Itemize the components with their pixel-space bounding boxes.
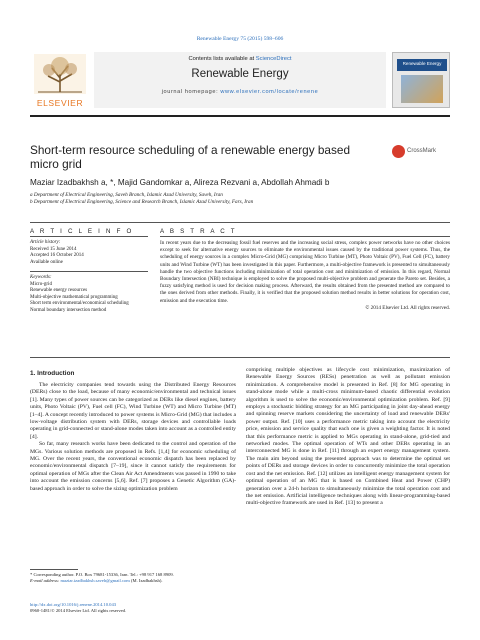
crossmark-label: CrossMark	[407, 148, 437, 154]
keyword-item: Multi-objective mathematical programming	[30, 294, 118, 300]
contents-line	[94, 56, 386, 62]
article-history	[30, 240, 148, 266]
received-date: Received 15 June 2014	[30, 246, 77, 252]
author-list: Maziar Izadbakhsh a, *, Majid Gandomkar a, Alireza Rezvani a, Abdollah Ahmadi b	[30, 178, 330, 187]
footnote	[30, 572, 236, 584]
body-paragraph: So far, many research works have been dedicated to the control and operation of the MGs. Various solution methods are proposed in Refs. [1,4] for economic scheduling of MG. Over the recent years, the conventional economic dispatch has been replaced by economic/environmental dispatch [7–19], since it cannot satisfy the requirements for optimal operation of MGs after the Clean Air Act Amendments was passed in 1990 to take into account the emission concerns [5,6]. Ref. [7] proposes a Genetic Algorithm (GA)-based approach in order to solve the sizing optimization problem	[30, 441, 236, 492]
contents-prefix: Contents lists available at	[188, 56, 256, 62]
accepted-date: Accepted 16 October 2014	[30, 253, 84, 259]
elsevier-wordmark: ELSEVIER	[36, 98, 84, 108]
body-column-left	[30, 382, 236, 493]
email-line	[30, 578, 236, 584]
affiliations	[30, 192, 450, 206]
online-date: Available online	[30, 259, 63, 265]
keyword-item: Normal boundary intersection method	[30, 307, 107, 313]
abstract-body	[160, 240, 450, 312]
journal-title: Renewable Energy	[191, 68, 289, 80]
body-paragraph: The electricity companies tend towards using the Distributed Energy Resources (DERs) close to the load, because of many economic/environmental and technical issues [1]. Many types of power sources can be categorized as DERs like diesel engines, battery units, Photo Voltaic (PV), Fuel cell (FC), Wind Turbine (WT) and Micro Turbine (MT) [1–4]. A concept recently introduced to power systems is Micro-Grid (MG) that includes a low-voltage distribution system with DERs, storage devices and controllable loads operating in grid-connected or stand-alone modes taken into account as a controlled entity [4].	[30, 382, 236, 440]
article-title: Short-term resource scheduling of a renewable energy based micro grid	[30, 143, 351, 171]
doi-link[interactable]: http://dx.doi.org/10.1016/j.renene.2014.10.043	[30, 602, 117, 607]
info-rule	[30, 236, 148, 237]
abstract-bottom-rule	[30, 357, 450, 358]
body-paragraph: comprising multiple objectives as lifecycle cost minimization, maximization of Renewable Energy Sources (RESs) penetration as well as pollutant emission minimization. A comprehensive model is presented in Ref. [8] for MG operating in stand-alone mode while a multi-cross minimum-based chaotic differential evolution algorithm is used to solve the economic/environmental optimization problem. Ref. [9] employs a stochastic bidding strategy for an MG participating in joint day-ahead energy and spinning reserve markets considering the uncertainty of load and renewable DERs' power output. Ref. [10] uses a performance metric taking into account the electricity price, emission and service quality that each one is given a weighting factor. It is noted that this performance metric is applied to MGs operating in stand-alone, grid-tied and networked modes. The optimal operation of WTs and other DERs operating in an interconnected MG is done in Ref. [11] through an expert energy management system. The main aim beyond using the presented approach was to determine the optimal set points of DERs and storage devices in order to concurrently minimize the total operation cost and the net emission. Ref. [12] utilizes an intelligent energy management system for optimal operation of an MG that is based on Combined Heat and Power (CHP) generation over a 24-h horizon to simultaneously minimize the total operation cost and the net emission. Artificial intelligence techniques along with linear-programming-based multi-objective framework are used in Ref. [13] to present a	[246, 367, 450, 507]
keywords-label: Keywords:	[30, 275, 52, 280]
section-heading-introduction: 1. Introduction	[30, 370, 75, 377]
keyword-item: Renewable energy resources	[30, 288, 88, 294]
journal-reference-link[interactable]: Renewable Energy 75 (2015) 598–606	[196, 36, 284, 42]
corresponding-author-note: * Corresponding author. P.O. Box 79681-15336, Iran. Tel.: +98 917 168 8909.	[30, 572, 174, 577]
email-suffix: (M. Izadbakhsh).	[129, 578, 163, 583]
journal-cover-thumbnail[interactable]	[392, 52, 450, 108]
homepage-link[interactable]: www.elsevier.com/locate/renene	[220, 89, 319, 95]
article-info-heading: A R T I C L E I N F O	[30, 228, 134, 235]
cover-image	[401, 75, 443, 103]
masthead-divider	[30, 115, 450, 117]
masthead	[30, 52, 450, 110]
email-link[interactable]: maziar.izadbakhsh.saveh@gmail.com	[60, 578, 130, 583]
sciencedirect-link[interactable]: ScienceDirect	[255, 56, 292, 62]
keywords-block	[30, 275, 148, 315]
affiliation-a: a Department of Electrical Engineering, Saveh Branch, Islamic Azad University, Saveh, Iran	[30, 192, 223, 198]
elsevier-tree-icon	[34, 54, 86, 94]
info-top-rule	[30, 222, 450, 223]
body-column-right	[246, 367, 450, 508]
abstract-rule	[160, 236, 450, 237]
bottom-metadata	[30, 602, 250, 614]
email-prefix: E-mail address:	[30, 578, 61, 583]
crossmark-icon	[392, 145, 405, 158]
elsevier-logo[interactable]	[30, 52, 90, 108]
crossmark-button[interactable]	[392, 145, 450, 159]
homepage-line	[94, 89, 386, 95]
homepage-prefix: journal homepage:	[161, 89, 221, 95]
abstract-text: In recent years due to the decreasing fossil fuel reserves and the increasing social stress, complex power networks have no other choices except to seek for alternative energy sources to eliminate the environmental issues caused by the traditional power systems. Thus, the scheduling of energy sources in a complex Micro-Grid (MG) comprising Micro Turbine (MT), Photo Voltaic (PV), Fuel Cell (FC), battery units and Wind Turbine (WT) has been investigated in this paper. Furthermore, a multi-objective framework is presented to simultaneously handle the two objective functions including minimization of total operation cost and minimization of emission. In this regard, Normal Boundary Intersection (NBI) technique is employed to solve the proposed multi-objective problem and generate the Pareto set. Besides, a fuzzy satisfying method is used for decision making process. Afterward, the results obtained from the presented method are compared to the ones derived from other methods. Finally, it is verified that the proposed solution method results in better solutions for operation cost, emission and the execution time.	[160, 240, 450, 304]
keywords-rule	[30, 271, 148, 272]
abstract-copyright: © 2014 Elsevier Ltd. All rights reserved.	[365, 304, 450, 311]
history-label: Article history:	[30, 240, 61, 245]
keyword-item: Short term environmental/economical scheduling	[30, 301, 129, 307]
footnote-rule	[30, 569, 78, 570]
issn-line: 0960-1481/© 2014 Elsevier Ltd. All rights reserved.	[30, 608, 127, 613]
keyword-item: Micro-grid	[30, 281, 52, 287]
affiliation-b: b Department of Electrical Engineering, Science and Research Branch, Islamic Azad University, Fars, Iran	[30, 199, 254, 205]
masthead-info	[94, 52, 386, 108]
cover-title: Renewable Energy	[402, 61, 442, 66]
abstract-heading: A B S T R A C T	[160, 228, 237, 235]
